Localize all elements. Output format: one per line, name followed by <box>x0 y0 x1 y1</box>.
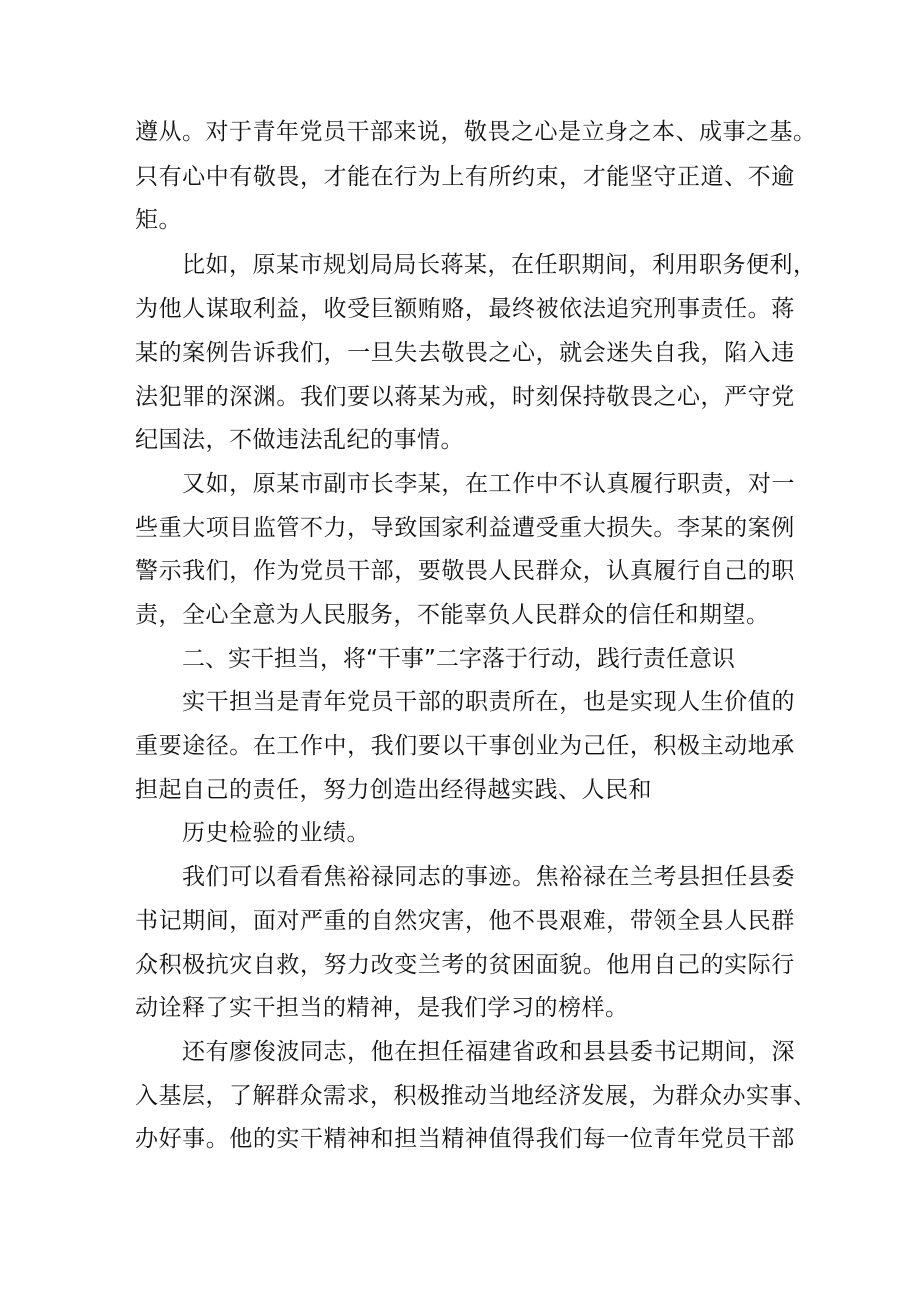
paragraph-line: 动诠释了实干担当的精神，是我们学习的榜样。 <box>135 995 629 1021</box>
paragraph-line: 责，全心全意为人民服务，不能辜负人民群众的信任和期望。 <box>135 602 770 628</box>
paragraph-line: 比 如 ， 原 某 市 规 划 局 局 长 蒋 某 ， 在 任 职 期 间 ， 利 用 职 务 便 利 ， <box>182 252 817 278</box>
paragraph-line: 重 要 途 径 。 在 工 作 中 ， 我 们 要 以 干 事 创 业 为 己 任 ， 积 极 主 动 地 承 <box>135 733 795 759</box>
paragraph-line: 担起自己的责任，努力创造出经得越实践、人民和 <box>135 777 652 803</box>
paragraph-line: 为 他 人 谋 取 利 益 ， 收 受 巨 额 贿 赂 ， 最 终 被 依 法 追 究 刑 事 责 任 。 蒋 <box>135 296 795 322</box>
paragraph-line: 又 如 ， 原 某 市 副 市 长 李 某 ， 在 工 作 中 不 认 真 履 行 职 责 ， 对 一 <box>182 471 795 497</box>
paragraph-line: 实 干 担 当 是 青 年 党 员 干 部 的 职 责 所 在 ， 也 是 实 现 人 生 价 值 的 <box>182 689 795 715</box>
paragraph-line: 办 好 事 。 他 的 实 干 精 神 和 担 当 精 神 值 得 我 们 每 一 位 青 年 党 员 干 部 <box>135 1126 795 1152</box>
paragraph-line: 法 犯 罪 的 深 渊 。 我 们 要 以 蒋 某 为 戒 ， 时 刻 保 持 敬 畏 之 心 ， 严 守 党 <box>135 384 795 410</box>
paragraph-line: 警 示 我 们 ， 作 为 党 员 干 部 ， 要 敬 畏 人 民 群 众 ， 认 真 履 行 自 己 的 职 <box>135 558 795 584</box>
paragraph-line: 众 积 极 抗 灾 自 救 ， 努 力 改 变 兰 考 的 贫 困 面 貌 。 他 用 自 己 的 实 际 行 <box>135 952 795 978</box>
paragraph-line: 书 记 期 间 ， 面 对 严 重 的 自 然 灾 害 ， 他 不 畏 艰 难 ， 带 领 全 县 人 民 群 <box>135 908 795 934</box>
paragraph-line: 只 有 心 中 有 敬 畏 ， 才 能 在 行 为 上 有 所 约 束 ， 才 能 坚 守 正 道 、 不 逾 <box>135 164 795 190</box>
paragraph-line: 某 的 案 例 告 诉 我 们 ， 一 旦 失 去 敬 畏 之 心 ， 就 会 迷 失 自 我 ， 陷 入 违 <box>135 340 795 366</box>
paragraph-line: 些 重 大 项 目 监 管 不 力 ， 导 致 国 家 利 益 遭 受 重 大 损 失 。 李 某 的 案 例 <box>135 515 795 541</box>
section-heading: 二、实干担当，将“干事”二字落于行动，践行责任意识 <box>182 646 735 672</box>
paragraph-line: 历史检验的业绩。 <box>182 820 370 846</box>
paragraph-line: 入 基 层 ， 了 解 群 众 需 求 ， 积 极 推 动 当 地 经 济 发 展 ， 为 群 众 办 实 事 、 <box>135 1083 817 1109</box>
paragraph-line: 遵 从 。 对 于 青 年 党 员 干 部 来 说 ， 敬 畏 之 心 是 立 身 之 本 、 成 事 之 基 。 <box>135 119 817 145</box>
paragraph-line: 还 有 廖 俊 波 同 志 ， 他 在 担 任 福 建 省 政 和 县 县 委 书 记 期 间 ， 深 <box>182 1039 795 1065</box>
paragraph-line: 我 们 可 以 看 看 焦 裕 禄 同 志 的 事 迹 。 焦 裕 禄 在 兰 考 县 担 任 县 委 <box>182 864 795 890</box>
paragraph-line: 矩。 <box>135 207 182 233</box>
paragraph-line: 纪国法，不做违法乱纪的事情。 <box>135 427 464 453</box>
